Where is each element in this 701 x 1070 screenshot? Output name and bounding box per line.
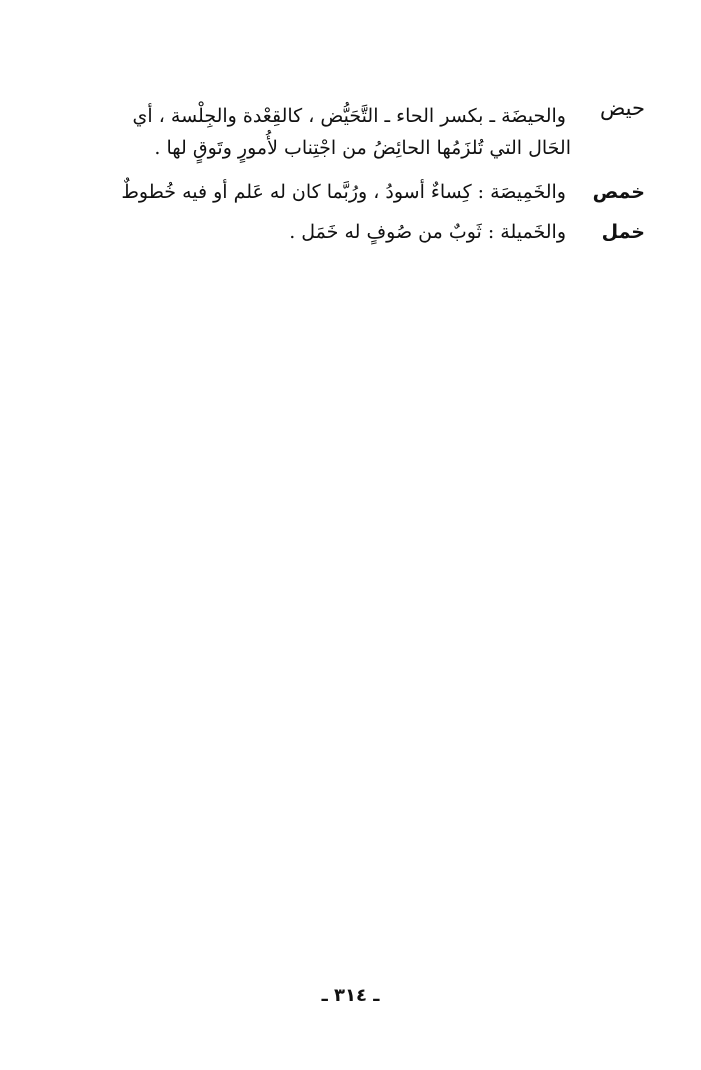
page-number: ـ ٣١٤ ـ: [321, 985, 380, 1006]
entry-text-line: والخَمِيصَة : كِساءٌ أسودُ ، ورُبَّما كان له عَلم أو فيه خُطوطٌ: [121, 181, 566, 203]
headword: خمل: [601, 221, 645, 243]
entry-hayd-continuation: [0, 132, 701, 172]
entry-khams: [0, 176, 701, 216]
entry-hayd: [0, 92, 701, 132]
entry-text-line: الحَال التي تُلزَمُها الحائِضُ من اجْتِناب لأُمورٍ وتَوقٍ لها .: [154, 137, 571, 159]
headword: خمص: [592, 181, 645, 203]
entry-khaml: [0, 216, 701, 256]
headword: حيض: [599, 96, 645, 120]
entry-text-line: والخَميلة : ثَوبٌ من صُوفٍ له خَمَل .: [289, 221, 566, 243]
entry-text-line: والحيضَة ـ بكسر الحاء ـ التَّحَيُّض ، كالقِعْدة والجِلْسة ، أي: [132, 105, 566, 127]
